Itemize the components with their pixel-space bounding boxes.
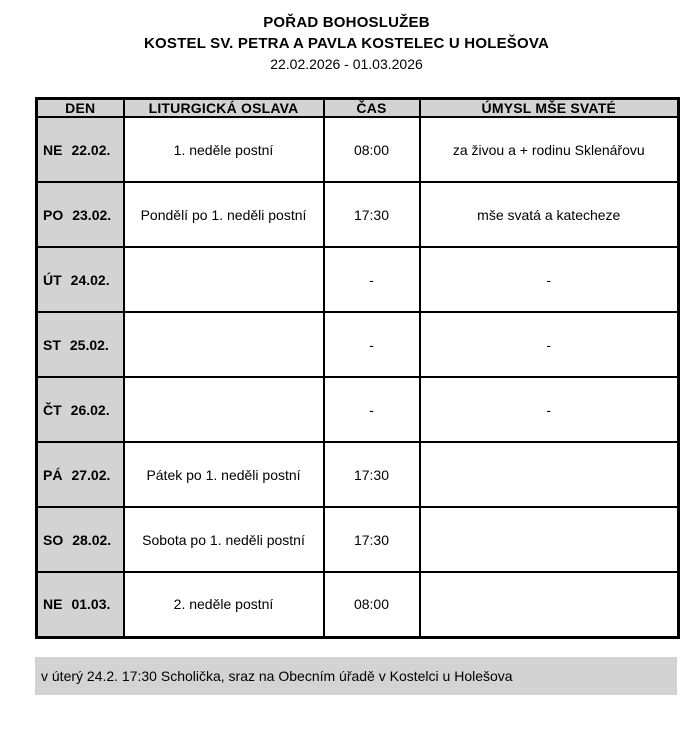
day-date: 23.02. (72, 206, 112, 223)
day-abbr: PO (43, 206, 64, 223)
table-row (37, 377, 679, 442)
liturgy-cell: 2. neděle postní (124, 572, 324, 637)
day-abbr: ČT (43, 401, 62, 418)
day-cell (37, 247, 124, 312)
day-cell (37, 442, 124, 507)
schedule-table (35, 97, 680, 639)
date-range: 22.02.2026 - 01.03.2026 (270, 56, 423, 72)
page-title: POŘAD BOHOSLUŽEB (263, 14, 430, 31)
time-cell: 17:30 (324, 442, 420, 507)
table-row (37, 507, 679, 572)
time-cell: 17:30 (324, 507, 420, 572)
liturgy-cell: Pondělí po 1. neděli postní (124, 182, 324, 247)
table-row (37, 442, 679, 507)
footer-note (35, 657, 677, 695)
liturgy-cell (124, 312, 324, 377)
time-cell: 08:00 (324, 572, 420, 637)
day-cell (37, 312, 124, 377)
table-row (37, 312, 679, 377)
day-cell (37, 572, 124, 637)
day-cell (37, 117, 124, 182)
time-cell: - (324, 312, 420, 377)
day-abbr: NE (43, 596, 63, 613)
day-date: 25.02. (69, 336, 109, 353)
intention-cell: za živou a + rodinu Sklenářovu (420, 117, 679, 182)
table-row (37, 182, 679, 247)
time-cell: - (324, 247, 420, 312)
time-cell: 17:30 (324, 182, 420, 247)
intention-cell (420, 572, 679, 637)
intention-cell: - (420, 377, 679, 442)
liturgy-cell (124, 247, 324, 312)
day-abbr: ST (43, 336, 61, 353)
table-row (37, 247, 679, 312)
document-header (0, 0, 693, 75)
intention-cell (420, 507, 679, 572)
intention-cell: - (420, 312, 679, 377)
table-row (37, 117, 679, 182)
day-cell (37, 182, 124, 247)
table-row (37, 572, 679, 637)
day-date: 24.02. (70, 271, 110, 288)
column-header-den: DEN (37, 99, 124, 118)
day-abbr: SO (43, 531, 64, 548)
day-date: 27.02. (71, 466, 111, 483)
day-cell (37, 377, 124, 442)
table-header-row (37, 99, 679, 118)
column-header-umysl-mse-svate: ÚMYSL MŠE SVATÉ (420, 99, 679, 118)
day-abbr: PÁ (43, 466, 63, 483)
day-cell (37, 507, 124, 572)
column-header-liturgicka-oslava: LITURGICKÁ OSLAVA (124, 99, 324, 118)
day-date: 01.03. (71, 596, 111, 613)
time-cell: - (324, 377, 420, 442)
day-date: 28.02. (72, 531, 112, 548)
column-header-cas: ČAS (324, 99, 420, 118)
intention-cell: - (420, 247, 679, 312)
liturgy-cell: Sobota po 1. neděli postní (124, 507, 324, 572)
day-date: 26.02. (70, 401, 110, 418)
intention-cell (420, 442, 679, 507)
liturgy-cell: 1. neděle postní (124, 117, 324, 182)
time-cell: 08:00 (324, 117, 420, 182)
day-abbr: ÚT (43, 271, 62, 288)
liturgy-cell (124, 377, 324, 442)
footer-note-text: v úterý 24.2. 17:30 Scholička, sraz na Obecním úřadě v Kostelci u Holešova (41, 667, 513, 684)
intention-cell: mše svatá a katecheze (420, 182, 679, 247)
page-subtitle: KOSTEL SV. PETRA A PAVLA KOSTELEC U HOLEŠOVA (144, 35, 549, 52)
day-abbr: NE (43, 141, 63, 158)
liturgy-cell: Pátek po 1. neděli postní (124, 442, 324, 507)
day-date: 22.02. (71, 141, 111, 158)
